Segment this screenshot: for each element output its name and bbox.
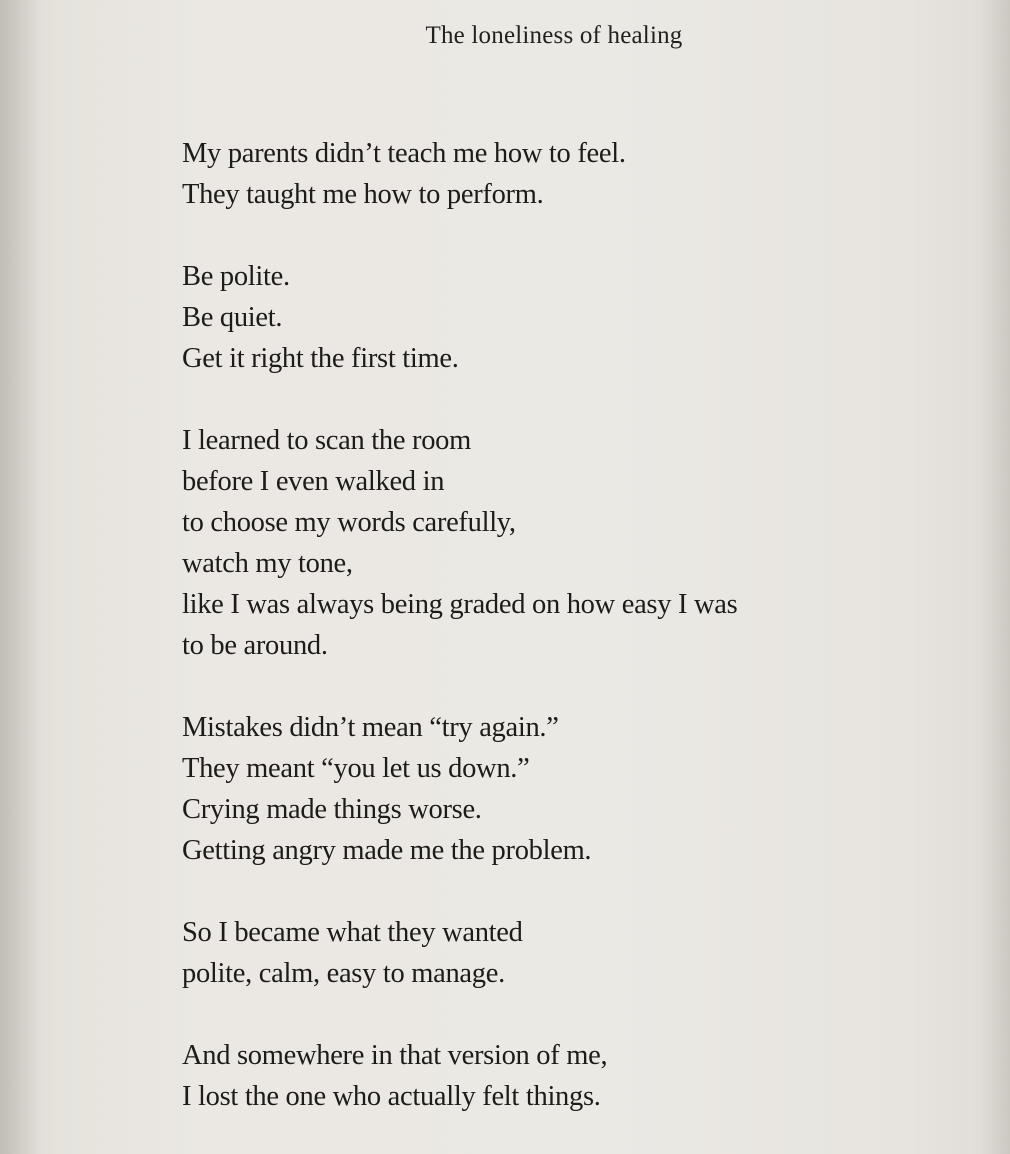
poem-line: to choose my words carefully, [182, 507, 516, 538]
stanza [182, 256, 902, 379]
poem-body [182, 133, 902, 1117]
poem-line: They taught me how to perform. [182, 179, 544, 210]
poem-line: to be around. [182, 630, 328, 661]
poem-line: Getting angry made me the problem. [182, 835, 592, 866]
poem-line: So I became what they wanted [182, 917, 523, 948]
stanza [182, 707, 902, 871]
poem-line: My parents didn’t teach me how to feel. [182, 138, 626, 169]
poem-line: I learned to scan the room [182, 425, 471, 456]
page-edge-shadow [980, 0, 1010, 1154]
poem-line: watch my tone, [182, 548, 353, 579]
poem-line: And somewhere in that version of me, [182, 1040, 608, 1071]
stanza [182, 420, 902, 666]
poem-line: like I was always being graded on how easy I was [182, 589, 738, 620]
stanza [182, 912, 902, 994]
page-gutter-shadow [0, 0, 40, 1154]
poem-line: Get it right the first time. [182, 343, 459, 374]
poem-line: before I even walked in [182, 466, 445, 497]
stanza [182, 133, 902, 215]
page-header: The loneliness of healing [425, 22, 683, 49]
poem-line: I lost the one who actually felt things. [182, 1081, 601, 1112]
poem-line: polite, calm, easy to manage. [182, 958, 505, 989]
poem-line: Crying made things worse. [182, 794, 482, 825]
poem-line: They meant “you let us down.” [182, 753, 530, 784]
poem-line: Be polite. [182, 261, 290, 292]
poem-line: Mistakes didn’t mean “try again.” [182, 712, 559, 743]
stanza [182, 1035, 902, 1117]
poem-line: Be quiet. [182, 302, 283, 333]
